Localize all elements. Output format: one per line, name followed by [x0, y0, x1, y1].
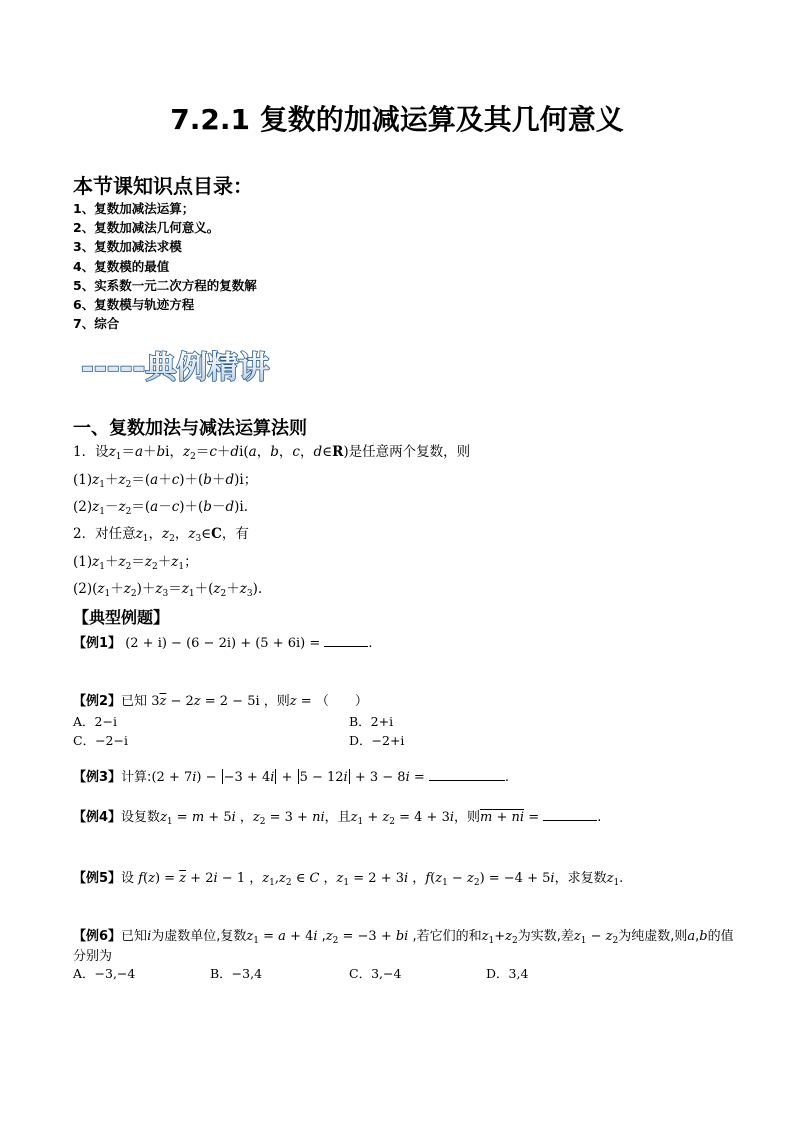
toc-item: 6、复数模与轨迹方程: [73, 296, 195, 312]
answer-blank[interactable]: [429, 767, 505, 781]
toc-item: 5、实系数一元二次方程的复数解: [73, 277, 257, 293]
example-2-option[interactable]: B．2+i: [349, 714, 394, 729]
example-5: 【例5】设 $f(z) = \overline{z} + 2i - 1$ ，$z_1,z_2$ ∈ C ，$z_1 = 2 + 3i$ ，$f(z_1 - z_2) = -4 + 5i$，求复数$z_1$.: [73, 871, 624, 888]
answer-blank[interactable]: [543, 807, 597, 821]
toc-item: 7、综合: [73, 316, 120, 332]
toc-item: 1、复数加减法运算；: [73, 201, 195, 216]
typical-heading: 【典型例题】: [73, 608, 170, 627]
example-6-option[interactable]: C．3,−4: [349, 966, 402, 981]
section1-heading: 一、复数加法与减法运算法则: [73, 418, 307, 439]
toc-item: 2、复数加减法几何意义。: [73, 220, 220, 236]
example-6-option[interactable]: B．−3,4: [210, 966, 263, 981]
example-6-option[interactable]: A．−3,−4: [73, 966, 136, 981]
example-6: 【例6】已知i为虚数单位,复数$z_1 = a + 4i$ $,z_2 = -3$ + bi ,若它们的和$z_1+z_2$为实数,差$z_1 - z_2$为纯虚数,则a,b的值: [73, 929, 734, 946]
rule1-sub: $(2)z_1-z_2=(a-c)+(b-d)i$.: [73, 499, 248, 517]
example-2: 【例2】已知 $3\overline{z} - 2z = 2 - 5i$ ，则z = （ ）: [73, 694, 368, 709]
toc-item: 3、复数加减法求模: [73, 239, 182, 255]
rule2-commutative: $(1)z_1+z_2=z_2+z_1$；: [73, 554, 198, 572]
rule1-add: $(1)z_1+z_2=(a+c)+(b+d)i$；: [73, 472, 258, 490]
answer-blank[interactable]: [324, 633, 368, 647]
rule2-intro: 2．对任意$z_1$，$z_2$，$z_3\in C$，有: [73, 526, 249, 544]
example-3: 【例3】计算:(2 + 7i) − −3 + 4i + 5 − 12i + 3 − 8i = .: [73, 766, 509, 785]
section-banner: [78, 342, 293, 390]
toc-item: 4、复数模的最值: [73, 258, 170, 274]
example-6-option[interactable]: D．3,4: [486, 966, 529, 981]
example-2-option[interactable]: D．−2+i: [349, 733, 405, 748]
example-2-option[interactable]: A．2−i: [73, 714, 117, 729]
example-2-option[interactable]: C．−2−i: [73, 733, 128, 748]
rule2-associative: $(2)(z_1+z_2)+z_3=z_1+(z_2+z_3)$.: [73, 581, 263, 599]
example-6-line2: 分别为: [73, 949, 113, 964]
banner-wordart: [78, 342, 293, 390]
toc-list: [73, 199, 257, 333]
example-4: 【例4】设复数$z_1 = m + 5i$ ，$z_2 = 3$ + ni，且$z_1 + z_2 = 4 + 3i$，则m + ni = .: [73, 806, 601, 827]
toc-heading: 本节课知识点目录：: [73, 174, 253, 198]
banner-text: -----典例精讲: [81, 350, 270, 386]
rule1-intro: 1．设$z_1=a+bi$，$z_2=c+di(a$，b，c，d∈R)是任意两个复数，则: [73, 444, 471, 462]
page-title: 7.2.1 复数的加减运算及其几何意义: [170, 103, 624, 136]
example-1: 【例1】 (2 + i) − (6 − 2i) + (5 + 6i) = .: [73, 632, 373, 651]
